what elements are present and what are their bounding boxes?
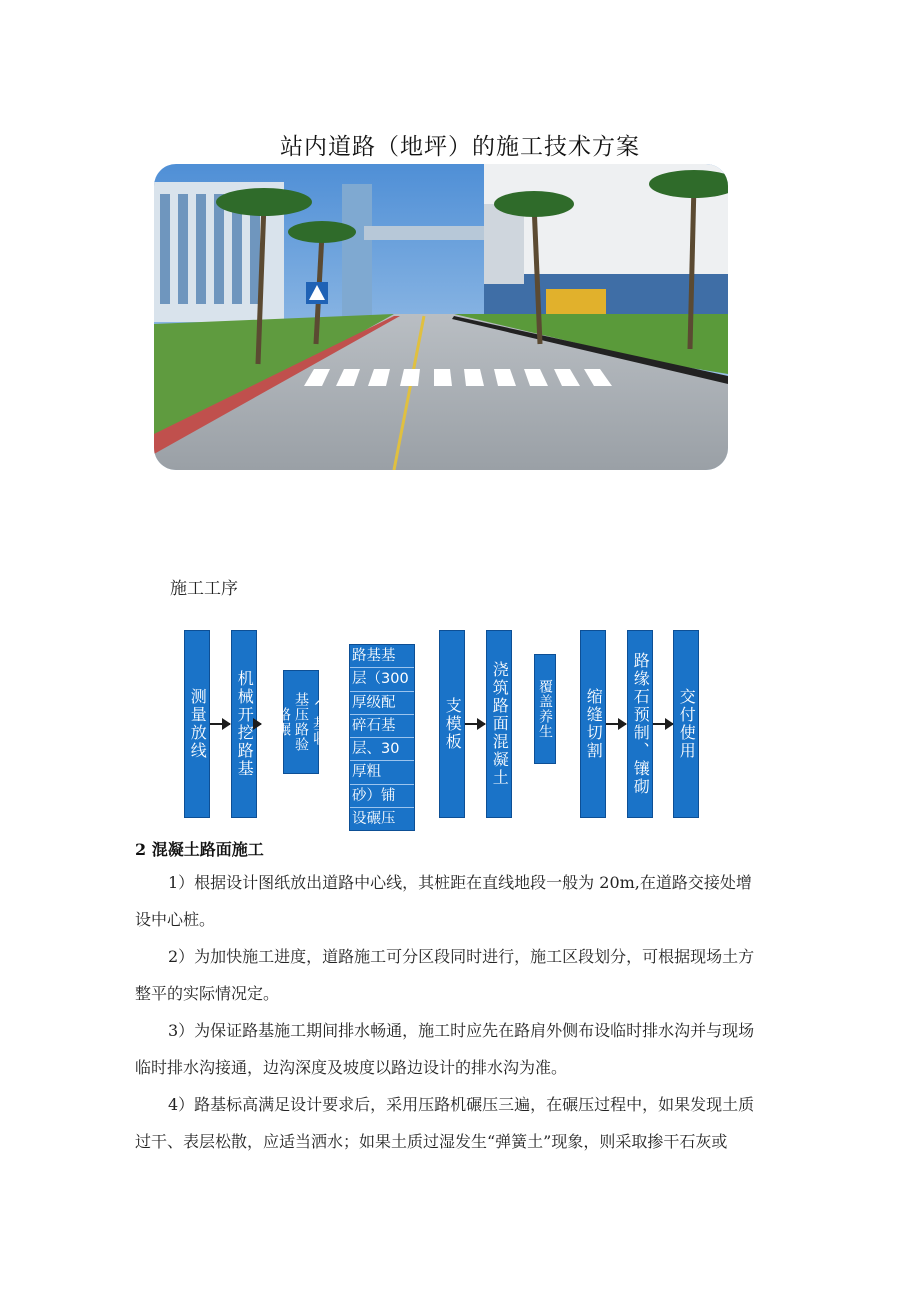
flow-arrow: [653, 723, 673, 725]
flow-arrow: [606, 723, 626, 725]
process-label: 施工工序: [170, 579, 238, 599]
flow-step-line: 厚级配: [350, 692, 414, 715]
paragraph-line: 3）为保证路基施工期间排水畅通，施工时应先在路肩外侧布设临时排水沟并与现场: [168, 1021, 755, 1040]
flow-step-text: 路碾: [274, 707, 291, 737]
flow-arrow: [257, 723, 261, 725]
paragraph: [135, 1086, 791, 1160]
flow-step: [627, 630, 653, 818]
flow-step: [580, 630, 606, 818]
flow-step-subgrade: [349, 644, 415, 831]
flow-step-text: 路缘石预制、镶砌: [631, 652, 651, 796]
paragraph-line: 设中心桩。: [135, 910, 216, 929]
flow-step: [673, 630, 699, 818]
section-heading: 2 混凝土路面施工: [135, 840, 264, 859]
flow-step: [486, 630, 512, 818]
flow-step-line: 碎石基: [350, 715, 414, 738]
flow-step-text: 机械开挖路基: [235, 670, 255, 778]
flow-step-text: ^基收: [311, 698, 328, 746]
flow-step-text: 测量放线: [188, 688, 208, 760]
paragraph-line: 临时排水沟接通，边沟深度及坡度以路边设计的排水沟为准。: [135, 1058, 568, 1077]
flow-step-text: 支模板: [443, 697, 463, 751]
paragraph-line: 1）根据设计图纸放出道路中心线，其桩距在直线地段一般为 20m,在道路交接处增: [168, 873, 752, 892]
flow-step-line: 设碾压: [352, 811, 396, 828]
flow-step-line: 层、30: [350, 738, 414, 761]
flow-step-line: 路基基: [350, 645, 414, 668]
paragraph-line: 4）路基标高满足设计要求后，采用压路机碾压三遍，在碾压过程中，如果发现土质: [168, 1095, 755, 1114]
flow-arrow: [465, 723, 485, 725]
paragraph-line: 过干、表层松散，应适当洒水；如果土质过湿发生“弹簧土”现象，则采取掺干石灰或: [135, 1132, 728, 1151]
paragraph-line: 整平的实际情况定。: [135, 984, 280, 1003]
flow-step: [274, 670, 328, 774]
flow-arrow: [210, 723, 230, 725]
paragraph: [135, 938, 791, 1012]
road-photo: [154, 164, 728, 470]
flow-step: [184, 630, 210, 818]
paragraph: [135, 864, 791, 938]
flow-step-text: 交付使用: [677, 688, 697, 760]
flow-step: [231, 630, 257, 818]
flow-step-text: 基压路验: [293, 692, 310, 752]
page-title: 站内道路（地坪）的施工技术方案: [280, 134, 640, 160]
flow-step-line: 厚粗: [350, 761, 414, 784]
flow-step: [439, 630, 465, 818]
flow-step: [534, 654, 556, 764]
paragraph: [135, 1012, 791, 1086]
flow-step-line: 层（300: [350, 668, 414, 691]
flow-step-text: 覆盖养生: [537, 679, 554, 739]
flow-step-text: 浇筑路面混凝土: [490, 661, 510, 787]
paragraph-line: 2）为加快施工进度，道路施工可分区段同时进行，施工区段划分，可根据现场土方: [168, 947, 755, 966]
flow-step-text: 缩缝切割: [584, 688, 604, 760]
flow-step-line: 砂）铺: [350, 785, 414, 808]
